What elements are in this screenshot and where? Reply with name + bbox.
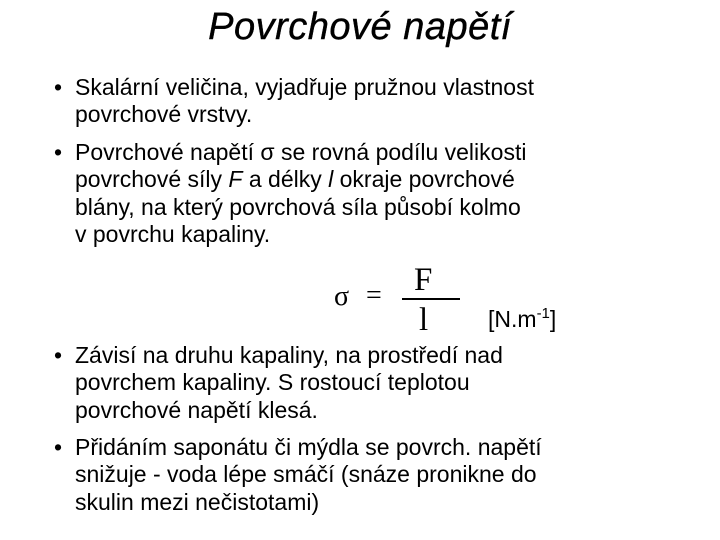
formula-denominator: l: [419, 302, 429, 338]
bullet-line: v povrchu kapaliny.: [75, 220, 271, 247]
formula-unit: [488, 306, 556, 333]
bullet-line-segment: a délky: [242, 166, 329, 193]
fraction-bar: [402, 298, 460, 300]
unit-base: [N.m: [488, 306, 537, 332]
bullet-marker: •: [54, 342, 63, 368]
bullet-line: Povrchové napětí σ se rovná podílu velikosti: [75, 139, 527, 165]
bullet-line: snižuje - voda lépe smáčí (snáze pronikne do: [75, 461, 537, 488]
bullet-line-segment: okraje povrchové: [333, 166, 515, 193]
bullet-marker: •: [54, 74, 63, 100]
bullet-line: Závisí na druhu kapaliny, na prostředí nad: [75, 342, 503, 368]
symbol-force: F: [228, 166, 243, 193]
bullet-line: povrchové vrstvy.: [75, 101, 253, 128]
symbol-length: l: [328, 166, 334, 193]
slide-title: Povrchové napětí: [208, 6, 512, 48]
formula-sigma: σ: [334, 281, 350, 312]
unit-exponent: -1: [536, 305, 550, 322]
bullet-line: blány, na který povrchová síla působí kolmo: [75, 193, 521, 220]
bullet-line: Skalární veličina, vyjadřuje pružnou vlastnost: [75, 74, 534, 100]
formula-equals: =: [366, 280, 382, 311]
bullet-marker: •: [54, 139, 63, 165]
bullet-line: skulin mezi nečistotami): [75, 488, 320, 515]
bullet-marker: •: [54, 434, 63, 460]
bullet-line: Přidáním saponátu či mýdla se povrch. napětí: [75, 434, 542, 460]
unit-close: ]: [549, 306, 557, 332]
bullet-line-segment: povrchové síly: [75, 166, 229, 193]
bullet-line: povrchové napětí klesá.: [75, 396, 318, 423]
bullet-line: povrchem kapaliny. S rostoucí teplotou: [75, 369, 470, 396]
formula-numerator: F: [414, 262, 433, 298]
